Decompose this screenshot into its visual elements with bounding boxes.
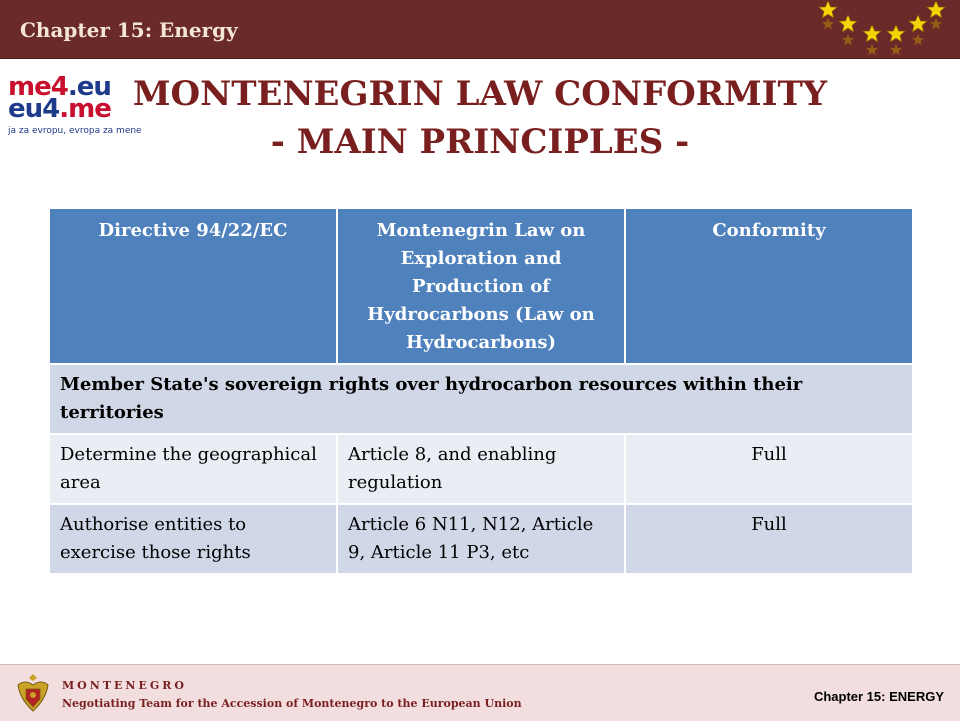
table-cell: Article 8, and enabling regulation bbox=[337, 434, 625, 504]
star-icon bbox=[887, 25, 905, 42]
footer-country: MONTENEGRO bbox=[62, 679, 187, 692]
star-icon bbox=[819, 1, 837, 18]
table-row bbox=[49, 504, 913, 574]
footer-chapter: Chapter 15: ENERGY bbox=[813, 689, 944, 704]
coat-of-arms-icon bbox=[10, 671, 56, 717]
star-icon bbox=[839, 15, 857, 32]
table-header-row bbox=[49, 208, 913, 364]
title-line-1: MONTENEGRIN LAW CONFORMITY bbox=[132, 74, 828, 114]
star-icon bbox=[863, 25, 881, 42]
column-header-law: Montenegrin Law on Exploration and Production of Hydrocarbons (Law on Hydrocarbons) bbox=[337, 208, 625, 364]
table-cell: Full bbox=[625, 434, 913, 504]
title-line-2: - MAIN PRINCIPLES - bbox=[270, 122, 690, 162]
header-bar bbox=[0, 0, 960, 59]
star-icon bbox=[927, 1, 945, 18]
chapter-label: Chapter 15: Energy bbox=[20, 18, 238, 42]
table-row bbox=[49, 434, 913, 504]
section-heading: Member State's sovereign rights over hydrocarbon resources within their territories bbox=[49, 364, 913, 434]
table-section-row bbox=[49, 364, 913, 434]
table-cell: Authorise entities to exercise those rights bbox=[49, 504, 337, 574]
column-header-directive: Directive 94/22/EC bbox=[49, 208, 337, 364]
conformity-table bbox=[48, 207, 914, 575]
footer-team: Negotiating Team for the Accession of Montenegro to the European Union bbox=[62, 697, 522, 710]
logo-tagline: ja za evropu, evropa za mene bbox=[8, 126, 142, 136]
column-header-conformity: Conformity bbox=[625, 208, 913, 364]
table-cell: Article 6 N11, N12, Article 9, Article 11 P3, etc bbox=[337, 504, 625, 574]
star-icon bbox=[909, 15, 927, 32]
slide-title bbox=[130, 70, 830, 166]
table-cell: Full bbox=[625, 504, 913, 574]
me4eu-logo: me4.eu eu4.me ja za evropu, evropa za mene bbox=[8, 72, 142, 136]
eu-stars-icon bbox=[810, 0, 950, 58]
table-cell: Determine the geographical area bbox=[49, 434, 337, 504]
footer-bar bbox=[0, 664, 960, 721]
